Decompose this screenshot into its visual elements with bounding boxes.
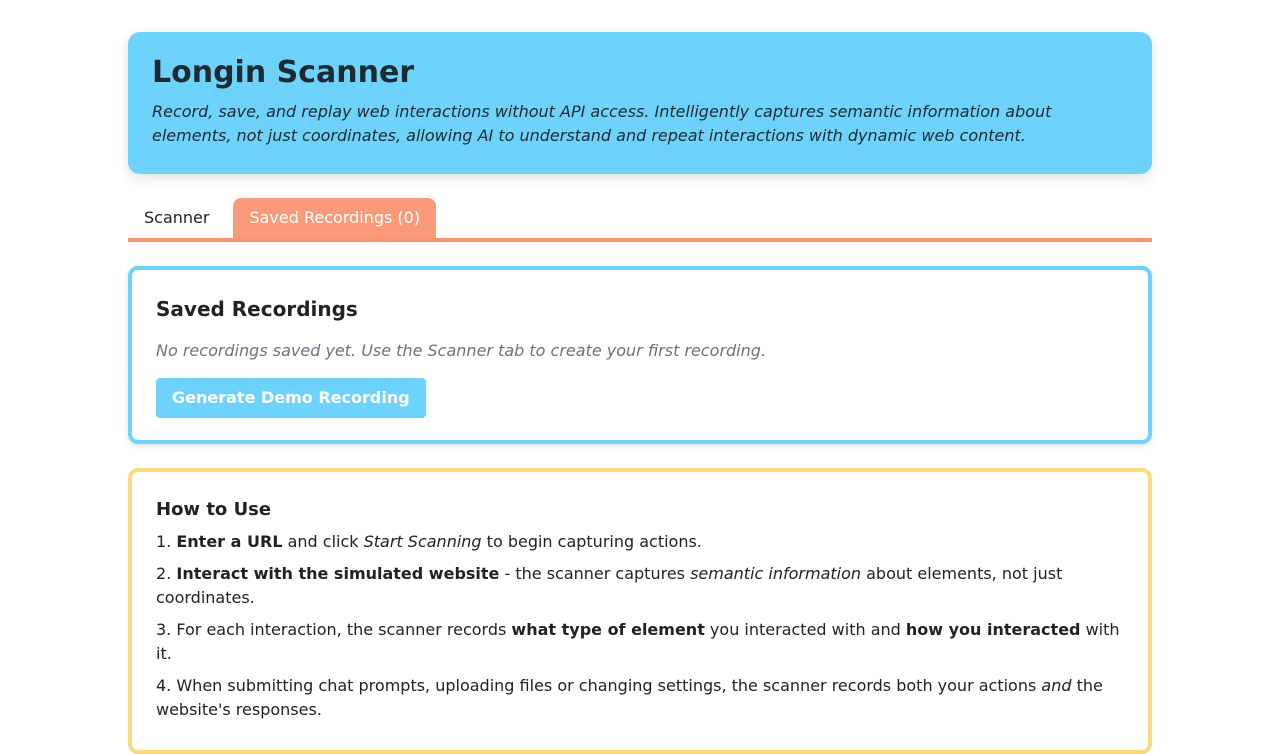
step-text: Interact with the simulated website [176,564,500,583]
step-number: 1. [156,532,172,551]
generate-demo-recording-button[interactable]: Generate Demo Recording [156,378,426,418]
step-text: and click [282,532,364,551]
step-text: When submitting chat prompts, uploading files or changing settings, the scanner records both your actions [171,676,1042,695]
tab-saved-recordings[interactable]: Saved Recordings (0) [233,198,436,238]
app-title: Longin Scanner [152,55,415,90]
app-container [128,32,1152,754]
step-text: with it. [156,620,1120,663]
step-text: Start Scanning [363,532,482,551]
saved-recordings-heading: Saved Recordings [156,297,358,321]
step-text: how you interacted [905,620,1081,639]
instruction-step [156,618,1124,666]
step-text: semantic information [690,564,862,583]
step-text: Enter a URL [176,532,283,551]
app-description: Record, save, and replay web interactions without API access. Intelligently captures semantic information about elements, not just coordinates, allowing AI to understand and repeat interactions with dynamic web content. [152,102,1052,145]
instruction-step [156,562,1124,610]
empty-state-message: No recordings saved yet. Use the Scanner tab to create your first recording. [156,341,767,360]
instruction-step [156,674,1124,722]
saved-recordings-panel [128,266,1152,444]
header-banner [128,32,1152,174]
step-text: what type of element [511,620,705,639]
instruction-step [156,530,1124,554]
step-text: you interacted with and [704,620,906,639]
step-text: For each interaction, the scanner records [171,620,512,639]
step-number: 2. [156,564,172,583]
step-text: about elements, not just coordinates. [156,564,1063,607]
step-text: to begin capturing actions. [481,532,702,551]
instruction-list [156,530,1124,722]
step-text: - the scanner captures [499,564,691,583]
step-text: the website's responses. [156,676,1103,719]
how-to-use-panel [128,468,1152,754]
step-number: 3. [156,620,172,639]
step-text: and [1041,676,1072,695]
how-to-use-heading: How to Use [156,499,272,520]
step-number: 4. [156,676,172,695]
tab-bar [128,198,1152,242]
tab-scanner[interactable]: Scanner [144,208,210,227]
